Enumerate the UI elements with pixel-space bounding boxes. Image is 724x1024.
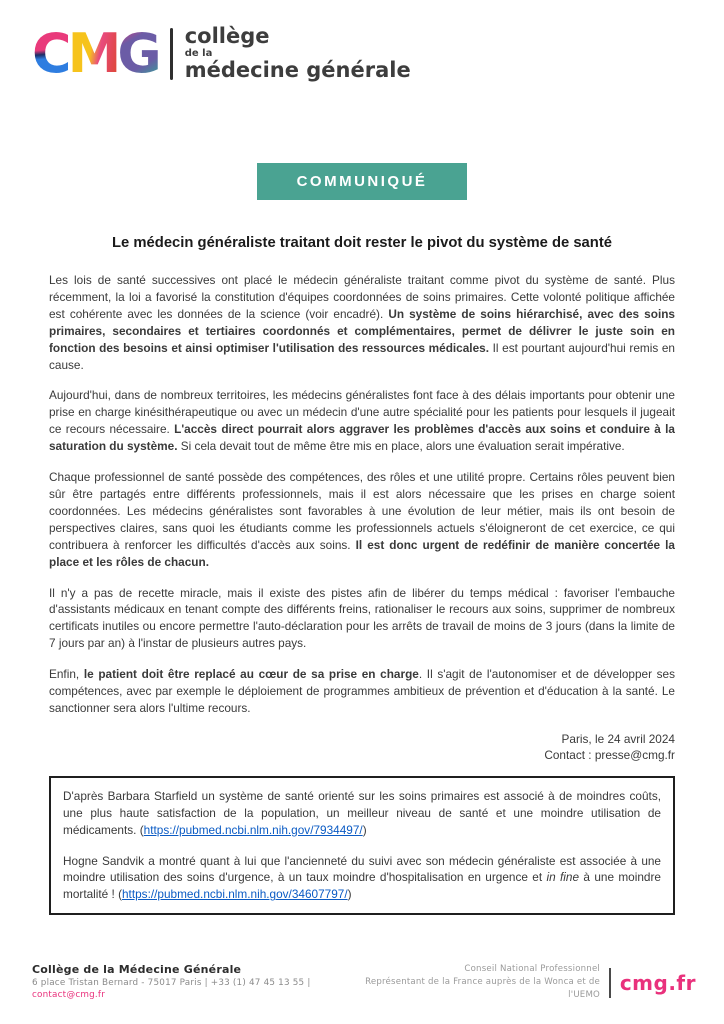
- text-run: le patient doit être replacé au cœur de sa prise en charge: [83, 667, 419, 682]
- footer-address-text: 6 place Tristan Bernard - 75017 Paris | +33 (1) 47 45 13 55 |: [32, 978, 311, 989]
- text-run: Si cela devait tout de même être mis en place, alors une évaluation serait impérative.: [177, 439, 625, 454]
- body-paragraph-1: [49, 272, 675, 373]
- text-run: Il est pourtant aujourd'hui remis en cause.: [49, 340, 675, 372]
- text-run: ): [347, 887, 352, 902]
- text-run: Il n'y a pas de recette miracle, mais il existe des pistes afin de libérer du temps médical : favoriser l'embauche d'assistants médicaux en tenant compte des différents freins, rationaliser le recours aux soins, supprimer de nombreux certificats inutiles ou encore permettre l'auto-déclaration pour les arrêts de travail de moins de 3 jours (dans la limite de 7 jours par an) à l'instar de plusieurs autres pays.: [49, 585, 675, 651]
- evidence-paragraph-2: [63, 853, 661, 904]
- body-paragraph-4: [49, 585, 675, 653]
- text-run: Chaque professionnel de santé possède des compétences, des rôles et une utilité propre. Certains rôles peuvent bien sûr être partagés entre différents professionnels, mais il est alors nécessaire que les prises en charge soient coordonnées. Les médecins généralistes sont favorables à une évolution de leur métier, mais ils ont besoin de perspectives claires, sans quoi les étudiants comme les professionnels actuels s'éloigneront de cet exercice, ce qui contribuera à renforcer les difficultés d'accès aux soins.: [49, 470, 675, 552]
- text-run: ): [362, 822, 367, 837]
- text-run: Un système de soins hiérarchisé, avec des soins primaires, secondaires et tertiaires coordonnés et complémentaires, permet de délivrer le juste soin en fonction des besoins et ainsi optimiser l'utilisation des ressources médicales.: [49, 306, 675, 355]
- evidence-box: [49, 776, 675, 915]
- document-title: Le médecin généraliste traitant doit rester le pivot du système de santé: [112, 235, 612, 251]
- text-run: . Il s'agit de l'autonomiser et de développer ses compétences, avec par exemple le déploiement de programmes ambitieux de prévention et d'éducation à la santé. Le sanctionner sera alors l'ultime recours.: [49, 667, 676, 715]
- communique-banner-label: COMMUNIQUÉ: [296, 173, 428, 190]
- page-footer: [32, 963, 696, 1002]
- cmg-logo-wordmark: [185, 26, 411, 81]
- logo-wordmark-line2: de la: [184, 48, 213, 59]
- logo-letter-c: C: [32, 21, 68, 85]
- footer-website-link[interactable]: cmg.fr: [619, 970, 696, 995]
- text-run: à une moindre mortalité ! (: [63, 870, 661, 902]
- logo-divider: [170, 28, 173, 80]
- logo-wordmark-line1: collège: [184, 24, 270, 48]
- dateline-contact: Contact : presse@cmg.fr: [544, 748, 675, 763]
- text-run: D'après Barbara Starfield un système de santé orienté sur les soins primaires est associé à de moindres coûts, une plus haute satisfaction de la population, un meilleur niveau de santé et une moindre utilisation de médicaments. (: [63, 788, 661, 837]
- dateline: [49, 731, 675, 764]
- text-run: in fine: [546, 870, 580, 885]
- text-run: Hogne Sandvik a montré quant à lui que l'ancienneté du suivi avec son médecin généraliste est associée à une moindre utilisation des soins d'urgence, à un taux moindre d'hospitalisation en urgence et: [63, 853, 661, 885]
- cmg-logo: [32, 21, 411, 85]
- logo-letter-g: G: [117, 21, 158, 85]
- logo-wordmark-line3: médecine générale: [184, 58, 411, 82]
- footer-org-block: [32, 963, 359, 1002]
- body-paragraph-5: [49, 666, 675, 717]
- footer-right-block: [359, 963, 696, 1002]
- body-paragraph-2: [49, 387, 675, 455]
- footer-address: [32, 978, 359, 1002]
- footer-affiliation-line1: Conseil National Professionnel: [464, 964, 601, 975]
- footer-email-link[interactable]: contact@cmg.fr: [32, 990, 106, 1001]
- footer-affiliation-line2: Représentant de la France auprès de la Wonca et de l'UEMO: [365, 977, 601, 1001]
- evidence-paragraph-1: [63, 788, 661, 839]
- text-run: Enfin,: [49, 667, 84, 682]
- pubmed-link[interactable]: https://pubmed.ncbi.nlm.nih.gov/7934497/: [143, 822, 363, 837]
- document-body: [49, 272, 675, 915]
- text-run: Les lois de santé successives ont placé le médecin généraliste traitant comme pivot du système de santé. Plus récemment, la loi a favorisé la constitution d'équipes coordonnées de soins primaires. Cette volonté politique affichée est cohérente avec les données de la science (voir encadré).: [49, 273, 675, 321]
- logo-letter-m: M: [67, 21, 118, 85]
- footer-org-name: Collège de la Médecine Générale: [32, 963, 242, 977]
- footer-affiliations: [359, 963, 600, 1002]
- pubmed-link[interactable]: https://pubmed.ncbi.nlm.nih.gov/34607797/: [122, 887, 348, 902]
- dateline-place-date: Paris, le 24 avril 2024: [561, 731, 675, 746]
- cmg-logo-mark: [32, 21, 158, 85]
- text-run: Il est donc urgent de redéfinir de manière concertée la place et les rôles de chacun.: [49, 537, 675, 569]
- text-run: Aujourd'hui, dans de nombreux territoires, les médecins généralistes font face à des délais importants pour obtenir une prise en charge kinésithérapeutique ou avec un médecin d'une autre spécialité pour les patients pour lesquels il jugeait ce recours nécessaire.: [49, 388, 675, 437]
- text-run: L'accès direct pourrait alors aggraver les problèmes d'accès aux soins et conduire à la saturation du système.: [49, 422, 675, 454]
- body-paragraph-3: [49, 469, 675, 570]
- footer-divider: [609, 968, 611, 998]
- communique-banner: [257, 163, 467, 200]
